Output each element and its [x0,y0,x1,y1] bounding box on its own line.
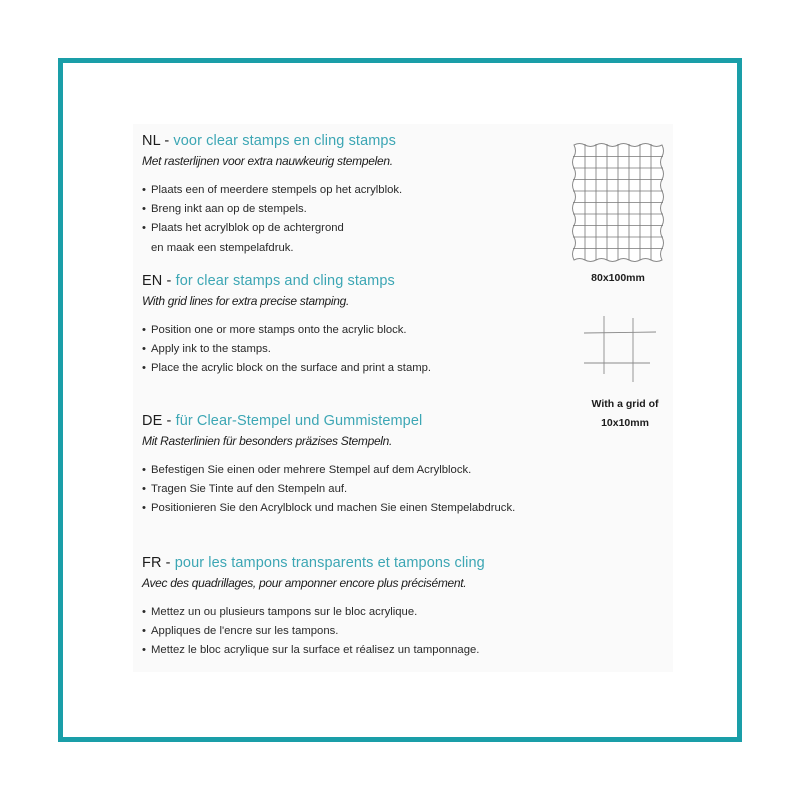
list-item: • Appliques de l'encre sur les tampons. [142,622,485,641]
language-code: NL [142,133,161,149]
bullet-icon: • [142,343,146,356]
heading-dash: - [166,273,172,289]
section-fr [142,554,485,661]
list-item: • Plaats een of meerdere stempels op het acrylblok. [142,181,402,200]
heading-title: voor clear stamps en cling stamps [173,133,396,149]
list-item: • Place the acrylic block on the surface and print a stamp. [142,359,431,378]
section-heading [142,554,485,572]
list-item: • Tragen Sie Tinte auf den Stempeln auf. [142,480,515,499]
section-de [142,412,515,519]
instruction-list [142,603,485,661]
heading-title: for clear stamps and cling stamps [175,273,395,289]
section-heading [142,272,431,290]
heading-dash: - [166,413,172,429]
grid-detail-icon [582,314,662,384]
section-subtitle: Avec des quadrillages, pour amponner encore plus précisément. [142,576,467,590]
list-item: • Positionieren Sie den Acrylblock und machen Sie einen Stempelabdruck. [142,499,515,518]
language-code: DE [142,413,163,429]
bullet-icon: • [142,222,146,235]
grid-detail-figure [572,314,678,433]
acrylic-block-figure [566,140,670,288]
section-subtitle: Mit Rasterlinien für besonders präzises Stempeln. [142,434,393,448]
bullet-icon: • [142,483,146,496]
list-item: • Breng inkt aan op de stempels. [142,200,402,219]
bullet-icon: • [142,324,146,336]
section-heading [142,132,402,150]
heading-title: pour les tampons transparents et tampons cling [174,555,485,571]
list-item: • Plaats het acrylblok op de achtergrond [142,219,402,238]
instruction-list [142,321,431,379]
bullet-icon: • [142,362,146,375]
section-nl [142,132,402,258]
bullet-icon: • [142,464,146,476]
heading-dash: - [165,555,171,571]
language-code: FR [142,555,162,571]
bullet-icon: • [142,644,146,657]
list-item-continuation: en maak een stempelafdruk. [151,241,294,254]
block-size-caption: 80x100mm [591,272,645,284]
section-subtitle: Met rasterlijnen voor extra nauwkeurig stempelen. [142,154,393,168]
list-item: • Mettez le bloc acrylique sur la surface et réalisez un tamponnage. [142,641,485,660]
list-item: • Position one or more stamps onto the acrylic block. [142,321,431,340]
bullet-icon: • [142,502,146,515]
section-subtitle: With grid lines for extra precise stamping. [142,294,350,308]
grid-caption-line2: 10x10mm [601,417,649,429]
grid-block-icon [566,140,670,264]
heading-title: für Clear-Stempel und Gummistempel [175,413,423,429]
heading-dash: - [164,133,170,149]
language-code: EN [142,273,163,289]
list-item: • Apply ink to the stamps. [142,340,431,359]
bullet-icon: • [142,606,146,618]
bullet-icon: • [142,184,146,196]
instruction-list [142,461,515,519]
bullet-icon: • [142,625,146,638]
section-heading [142,412,515,430]
bullet-icon: • [142,203,146,216]
section-en [142,272,431,379]
list-item: • Befestigen Sie einen oder mehrere Stempel auf dem Acrylblock. [142,461,515,480]
grid-caption-line1: With a grid of [591,398,659,410]
instruction-list [142,181,402,258]
list-item: • Mettez un ou plusieurs tampons sur le bloc acrylique. [142,603,485,622]
